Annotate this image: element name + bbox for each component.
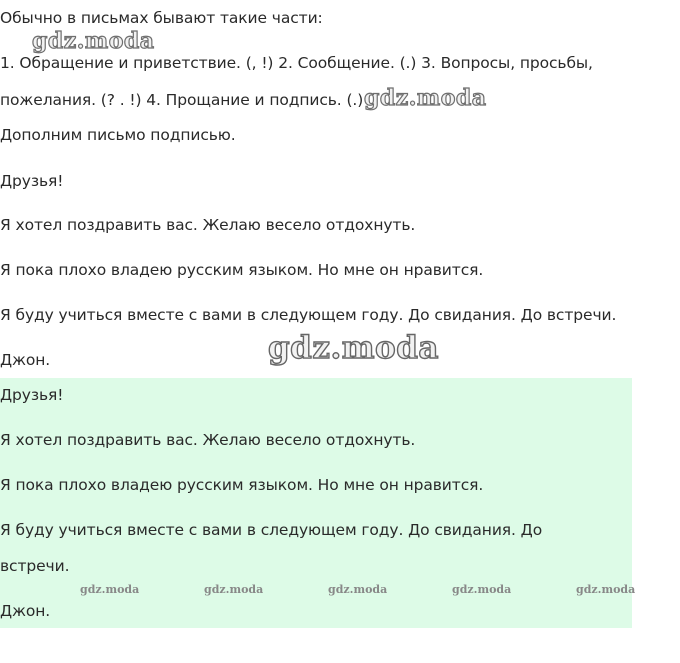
answer-line2: Я пока плохо владею русским языком. Но мне он нравится. xyxy=(0,476,484,494)
watermark: gdz.moda xyxy=(268,330,439,366)
watermark: gdz.moda xyxy=(452,583,512,596)
answer-line3a: Я буду учиться вместе с вами в следующем году. До свидания. До xyxy=(0,521,543,539)
watermark: gdz.moda xyxy=(576,583,636,596)
answer-line3b: встречи. xyxy=(0,557,70,575)
watermark: gdz.moda xyxy=(364,85,487,111)
intro-parts-line2: пожелания. (? . !) 4. Прощание и подпись. (.) xyxy=(0,91,364,109)
answer-greeting: Друзья! xyxy=(0,386,64,404)
letter-greeting: Друзья! xyxy=(0,172,64,190)
intro-heading: Обычно в письмах бывают такие части: xyxy=(0,9,323,27)
intro-parts-line1: 1. Обращение и приветствие. (, !) 2. Сообщение. (.) 3. Вопросы, просьбы, xyxy=(0,54,593,72)
letter-line3: Я буду учиться вместе с вами в следующем году. До свидания. До встречи. xyxy=(0,306,617,324)
watermark: gdz.moda xyxy=(32,28,155,54)
letter-line1: Я хотел поздравить вас. Желаю весело отдохнуть. xyxy=(0,216,416,234)
watermark: gdz.moda xyxy=(204,583,264,596)
letter-line2: Я пока плохо владею русским языком. Но мне он нравится. xyxy=(0,261,484,279)
letter-signature: Джон. xyxy=(0,351,51,369)
answer-line1: Я хотел поздравить вас. Желаю весело отдохнуть. xyxy=(0,431,416,449)
intro-task: Дополним письмо подписью. xyxy=(0,126,236,144)
answer-signature: Джон. xyxy=(0,602,51,620)
watermark: gdz.moda xyxy=(328,583,388,596)
watermark: gdz.moda xyxy=(80,583,140,596)
